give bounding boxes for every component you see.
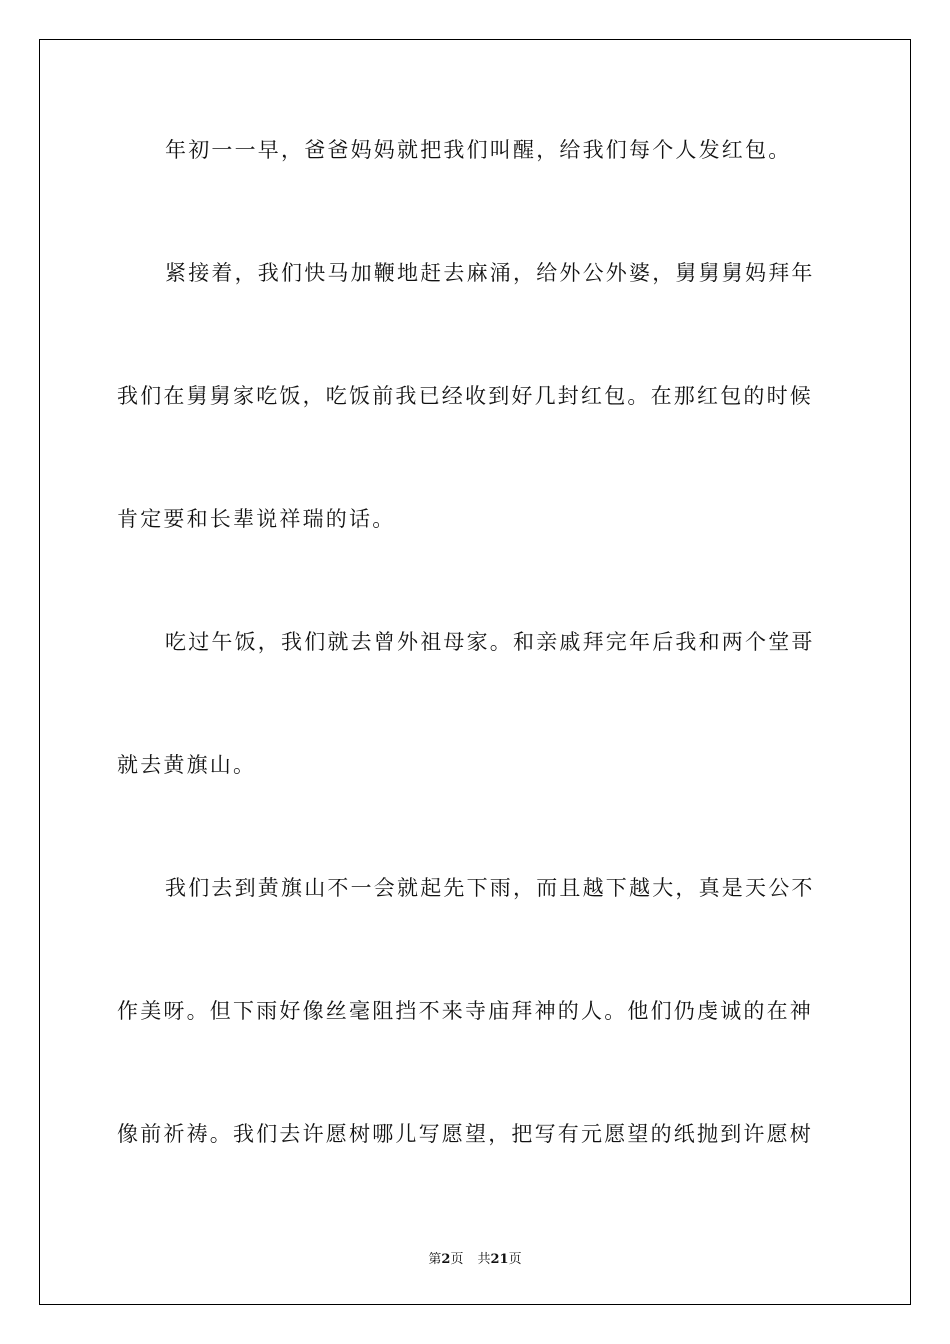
text-line-3: 我们在舅舅家吃饭，吃饭前我已经收到好几封红包。在那红包的时候 — [117, 384, 813, 408]
total-prefix: 共 — [477, 1252, 491, 1267]
text-line-2: 紧接着，我们快马加鞭地赶去麻涌，给外公外婆，舅舅舅妈拜年 — [165, 261, 815, 285]
total-pages: 21 — [490, 1252, 509, 1267]
page-number: 2 — [441, 1252, 451, 1267]
text-line-1: 年初一一早，爸爸妈妈就把我们叫醒，给我们每个人发红包。 — [165, 138, 792, 162]
page-footer — [0, 1248, 950, 1267]
text-line-7: 我们去到黄旗山不一会就起先下雨，而且越下越大，真是天公不 — [165, 876, 815, 900]
text-line-9: 像前祈祷。我们去许愿树哪儿写愿望，把写有元愿望的纸抛到许愿树 — [117, 1122, 813, 1146]
page-suffix: 页 — [450, 1252, 464, 1267]
page-prefix: 第 — [428, 1252, 442, 1267]
text-line-5: 吃过午饭，我们就去曾外祖母家。和亲戚拜完年后我和两个堂哥 — [165, 630, 815, 654]
text-line-4: 肯定要和长辈说祥瑞的话。 — [117, 507, 396, 531]
text-line-6: 就去黄旗山。 — [117, 753, 257, 777]
document-body — [117, 130, 835, 1237]
text-line-8: 作美呀。但下雨好像丝毫阻挡不来寺庙拜神的人。他们仍虔诚的在神 — [117, 999, 813, 1023]
total-suffix: 页 — [508, 1252, 522, 1267]
